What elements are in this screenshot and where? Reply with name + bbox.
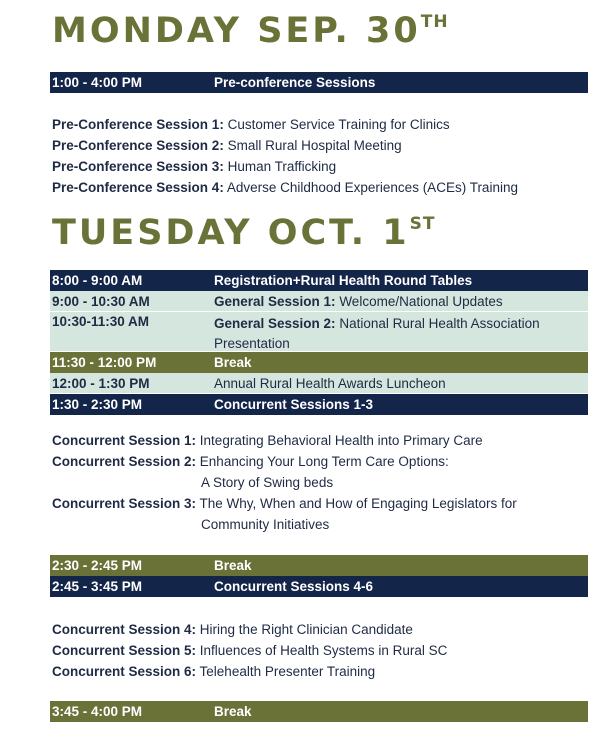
- concurrent-session-6: Concurrent Session 6: Telehealth Presenter Training: [52, 664, 376, 679]
- row-time: 10:30-11:30 AM: [52, 314, 150, 329]
- row-time: 12:00 - 1:30 PM: [52, 375, 150, 391]
- row-time: 2:45 - 3:45 PM: [52, 579, 143, 594]
- registration-row: [50, 270, 588, 291]
- row-time: 1:00 - 4:00 PM: [52, 75, 143, 90]
- row-time: 2:30 - 2:45 PM: [52, 558, 143, 573]
- monday-heading: MONDAY SEP. 30TH: [52, 11, 449, 51]
- row-time: 3:45 - 4:00 PM: [52, 704, 143, 719]
- concurrent-session-2-line-2: A Story of Swing beds: [201, 475, 334, 490]
- concurrent-4-6-row: [50, 576, 588, 597]
- row-time: 1:30 - 2:30 PM: [52, 397, 143, 412]
- row-label: Concurrent Sessions 4-6: [214, 579, 374, 594]
- row-label: Annual Rural Health Awards Luncheon: [214, 375, 446, 391]
- tuesday-heading-suffix: ST: [409, 214, 436, 234]
- concurrent-session-5: Concurrent Session 5: Influences of Health Systems in Rural SC: [52, 643, 448, 658]
- general-session-2-row: [50, 312, 588, 352]
- general-session-1-row: [50, 291, 588, 312]
- concurrent-session-4: Concurrent Session 4: Hiring the Right Clinician Candidate: [52, 622, 413, 637]
- preconference-session-3: Pre-Conference Session 3: Human Trafficking: [52, 159, 337, 174]
- concurrent-session-2: Concurrent Session 2: Enhancing Your Long Term Care Options:: [52, 454, 449, 469]
- row-label: General Session 2: National Rural Health Association Presentation: [214, 316, 540, 351]
- monday-preconference-row: [50, 72, 588, 93]
- row-time: 8:00 - 9:00 AM: [52, 273, 143, 288]
- concurrent-session-1: Concurrent Session 1: Integrating Behavioral Health into Primary Care: [52, 433, 483, 448]
- monday-heading-suffix: TH: [420, 12, 449, 32]
- row-label: Pre-conference Sessions: [214, 75, 376, 90]
- row-label: Break: [214, 355, 252, 370]
- break-row-3: [50, 701, 588, 722]
- row-label: Break: [214, 558, 252, 573]
- tuesday-heading: TUESDAY OCT. 1ST: [52, 213, 436, 253]
- row-label: Concurrent Sessions 1-3: [214, 397, 374, 412]
- concurrent-session-3-line-2: Community Initiatives: [201, 517, 330, 532]
- preconference-session-1: Pre-Conference Session 1: Customer Service Training for Clinics: [52, 117, 450, 132]
- preconference-session-2: Pre-Conference Session 2: Small Rural Hospital Meeting: [52, 138, 402, 153]
- row-time: 11:30 - 12:00 PM: [52, 355, 157, 370]
- break-row-1: [50, 352, 588, 373]
- luncheon-row: [50, 373, 588, 394]
- concurrent-1-3-row: [50, 394, 588, 415]
- break-row-2: [50, 555, 588, 576]
- row-label: Registration+Rural Health Round Tables: [214, 273, 473, 288]
- row-time: 9:00 - 10:30 AM: [52, 293, 150, 309]
- preconference-session-4: Pre-Conference Session 4: Adverse Childhood Experiences (ACEs) Training: [52, 180, 518, 195]
- row-label: General Session 1: Welcome/National Updates: [214, 293, 503, 309]
- row-label: Break: [214, 704, 252, 719]
- concurrent-session-3: Concurrent Session 3: The Why, When and How of Engaging Legislators for: [52, 496, 517, 511]
